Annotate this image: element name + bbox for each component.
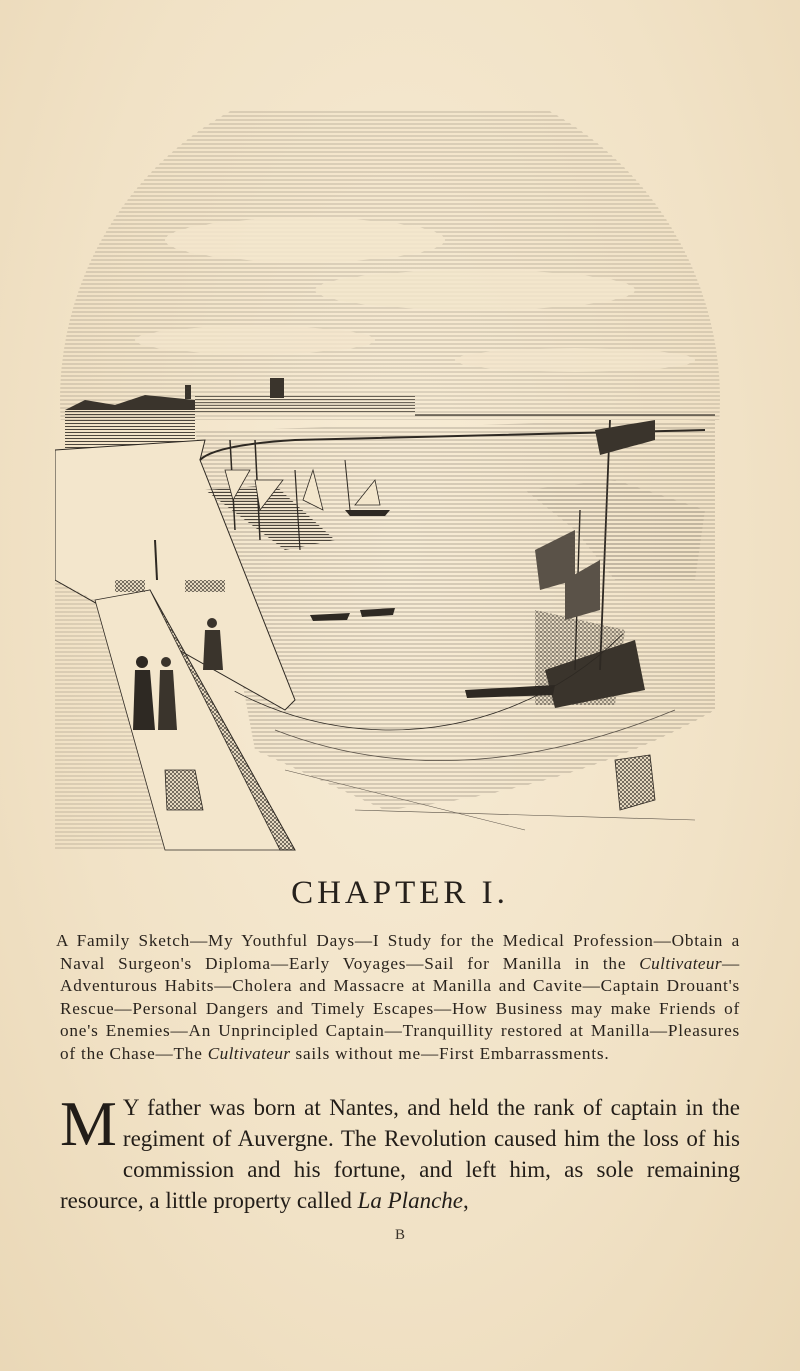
- synopsis-text-1: A Family Sketch—My Youthful Days—I Study for the Medical Profession—Obtain a Naval Surgeon's Diploma—Early Voyages—Sail for Manilla in the: [56, 931, 740, 973]
- synopsis-text-2: —Adventurous Habits—Cholera and Massacre at Manilla and Cavite—Captain Drouant's Rescue—Personal Dangers and Timely Escapes—How Business may make Friends of one's Enemies—An Unprincipled Captain—Tranquillity restored at Manilla—Pleasures of the Chase—The: [60, 953, 740, 1063]
- signature-mark: B: [394, 1227, 405, 1243]
- drop-cap: M: [60, 1088, 117, 1159]
- synopsis-ship-name-2: Cultivateur: [207, 1043, 291, 1063]
- sky: [55, 110, 725, 420]
- synopsis-ship-name-1: Cultivateur: [639, 953, 722, 973]
- property-name: La Planche: [357, 1188, 463, 1213]
- harbor-engraving: [55, 110, 725, 870]
- body-text-end: ,: [463, 1188, 469, 1213]
- synopsis-text-3: sails without me—First Embarrassments.: [290, 1043, 610, 1063]
- body-paragraph: [60, 1088, 740, 1216]
- body-text: Y father was born at Nantes, and held the rank of captain in the regiment of Auvergne. The Revolution caused him the loss of his commission and his fortune, and left him, as sole remaining resource, a little property called: [60, 1095, 740, 1213]
- chapter-title: CHAPTER I.: [291, 875, 509, 911]
- chapter-synopsis: [56, 930, 740, 1065]
